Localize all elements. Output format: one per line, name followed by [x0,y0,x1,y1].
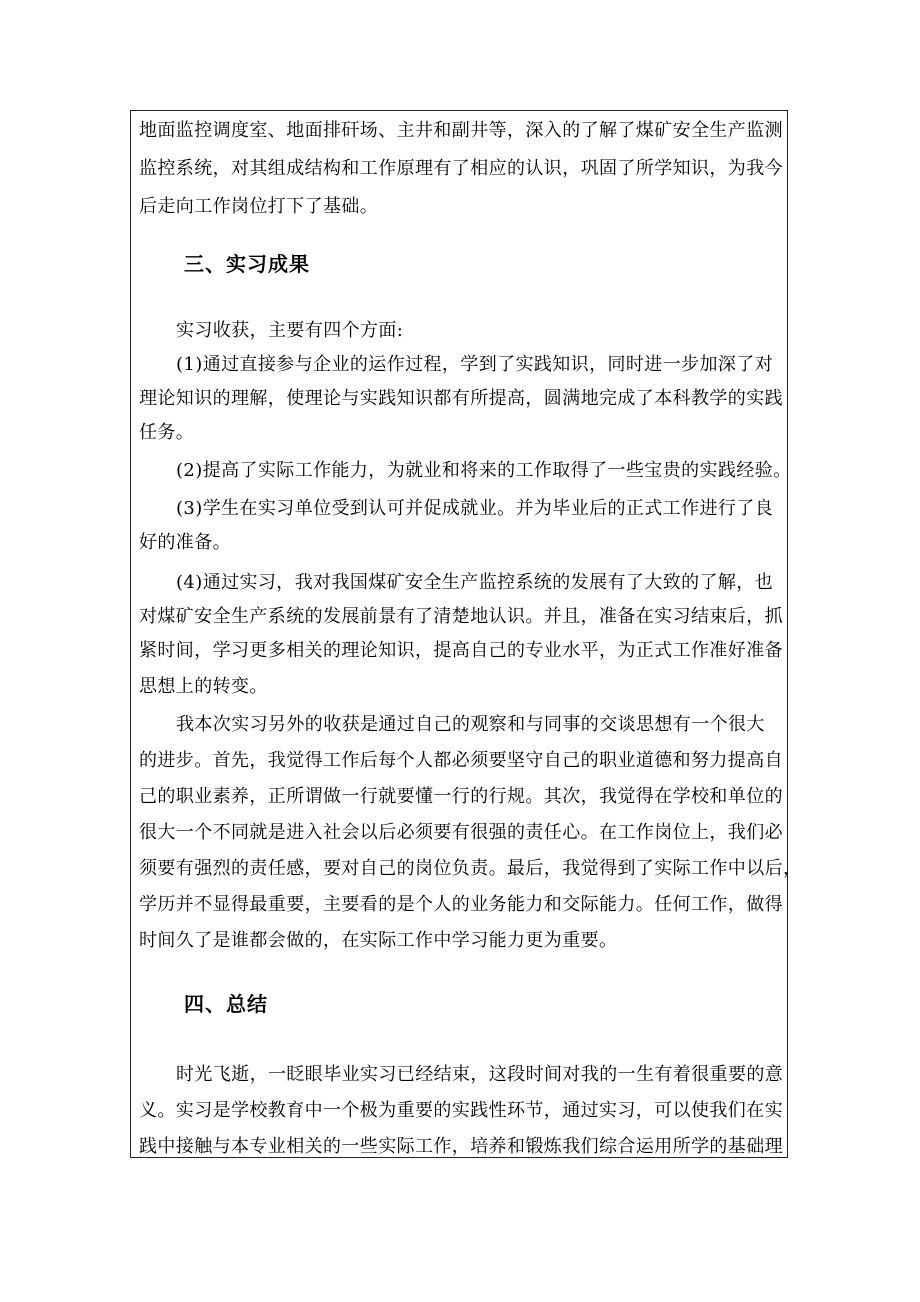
paragraph-line: 须要有强烈的责任感，要对自己的岗位负责。最后，我觉得到了实际工作中以后， [139,858,802,879]
document-frame [130,110,802,1158]
paragraph-line: (3)学生在实习单位受到认可并促成就业。并为毕业后的正式工作进行了良 [176,498,774,519]
paragraph-line: 监控系统，对其组成结构和工作原理有了相应的认识，巩固了所学知识，为我今 [139,158,783,179]
paragraph-line: (1)通过直接参与企业的运作过程，学到了实践知识，同时进一步加深了对 [176,354,774,375]
section-heading: 四、总结 [184,992,268,1016]
paragraph-line: 的进步。首先，我觉得工作后每个人都必须要坚守自己的职业道德和努力提高自 [139,750,783,771]
paragraph-line: 思想上的转变。 [139,676,268,697]
paragraph-line: 任务。 [139,422,195,443]
section-heading: 三、实习成果 [184,252,310,276]
paragraph-line: (4)通过实习，我对我国煤矿安全生产监控系统的发展有了大致的了解，也 [176,572,774,593]
paragraph-line: 时光飞逝，一眨眼毕业实习已经结束，这段时间对我的一生有着很重要的意 [176,1064,784,1085]
paragraph-line: 理论知识的理解，使理论与实践知识都有所提高，圆满地完成了本科教学的实践 [139,388,783,409]
paragraph-line: 地面监控调度室、地面排矸场、主井和副井等，深入的了解了煤矿安全生产监测 [139,120,783,141]
paragraph-line: 紧时间，学习更多相关的理论知识，提高自己的专业水平，为正式工作准好准备 [139,640,783,661]
paragraph-line: 很大一个不同就是进入社会以后必须要有很强的责任心。在工作岗位上，我们必 [139,822,783,843]
paragraph-line: 义。实习是学校教育中一个极为重要的实践性环节，通过实习，可以使我们在实 [139,1100,783,1121]
paragraph-line: 对煤矿安全生产系统的发展前景有了清楚地认识。并且，准备在实习结束后，抓 [139,606,783,627]
paragraph-line: 好的准备。 [139,532,231,553]
paragraph-line: 己的职业素养，正所谓做一行就要懂一行的行规。其次，我觉得在学校和单位的 [139,786,783,807]
paragraph-line: 实习收获，主要有四个方面: [176,320,404,341]
paragraph-line: 后走向工作岗位打下了基础。 [139,196,379,217]
paragraph-line: 时间久了是谁都会做的，在实际工作中学习能力更为重要。 [139,930,618,951]
paragraph-line: 我本次实习另外的收获是通过自己的观察和与同事的交谈思想有一个很大 [176,714,765,735]
paragraph-line: (2)提高了实际工作能力，为就业和将来的工作取得了一些宝贵的实践经验。 [176,460,792,481]
paragraph-line: 学历并不显得最重要，主要看的是个人的业务能力和交际能力。任何工作，做得 [139,894,783,915]
paragraph-line: 践中接触与本专业相关的一些实际工作，培养和锻炼我们综合运用所学的基础理 [139,1136,783,1157]
